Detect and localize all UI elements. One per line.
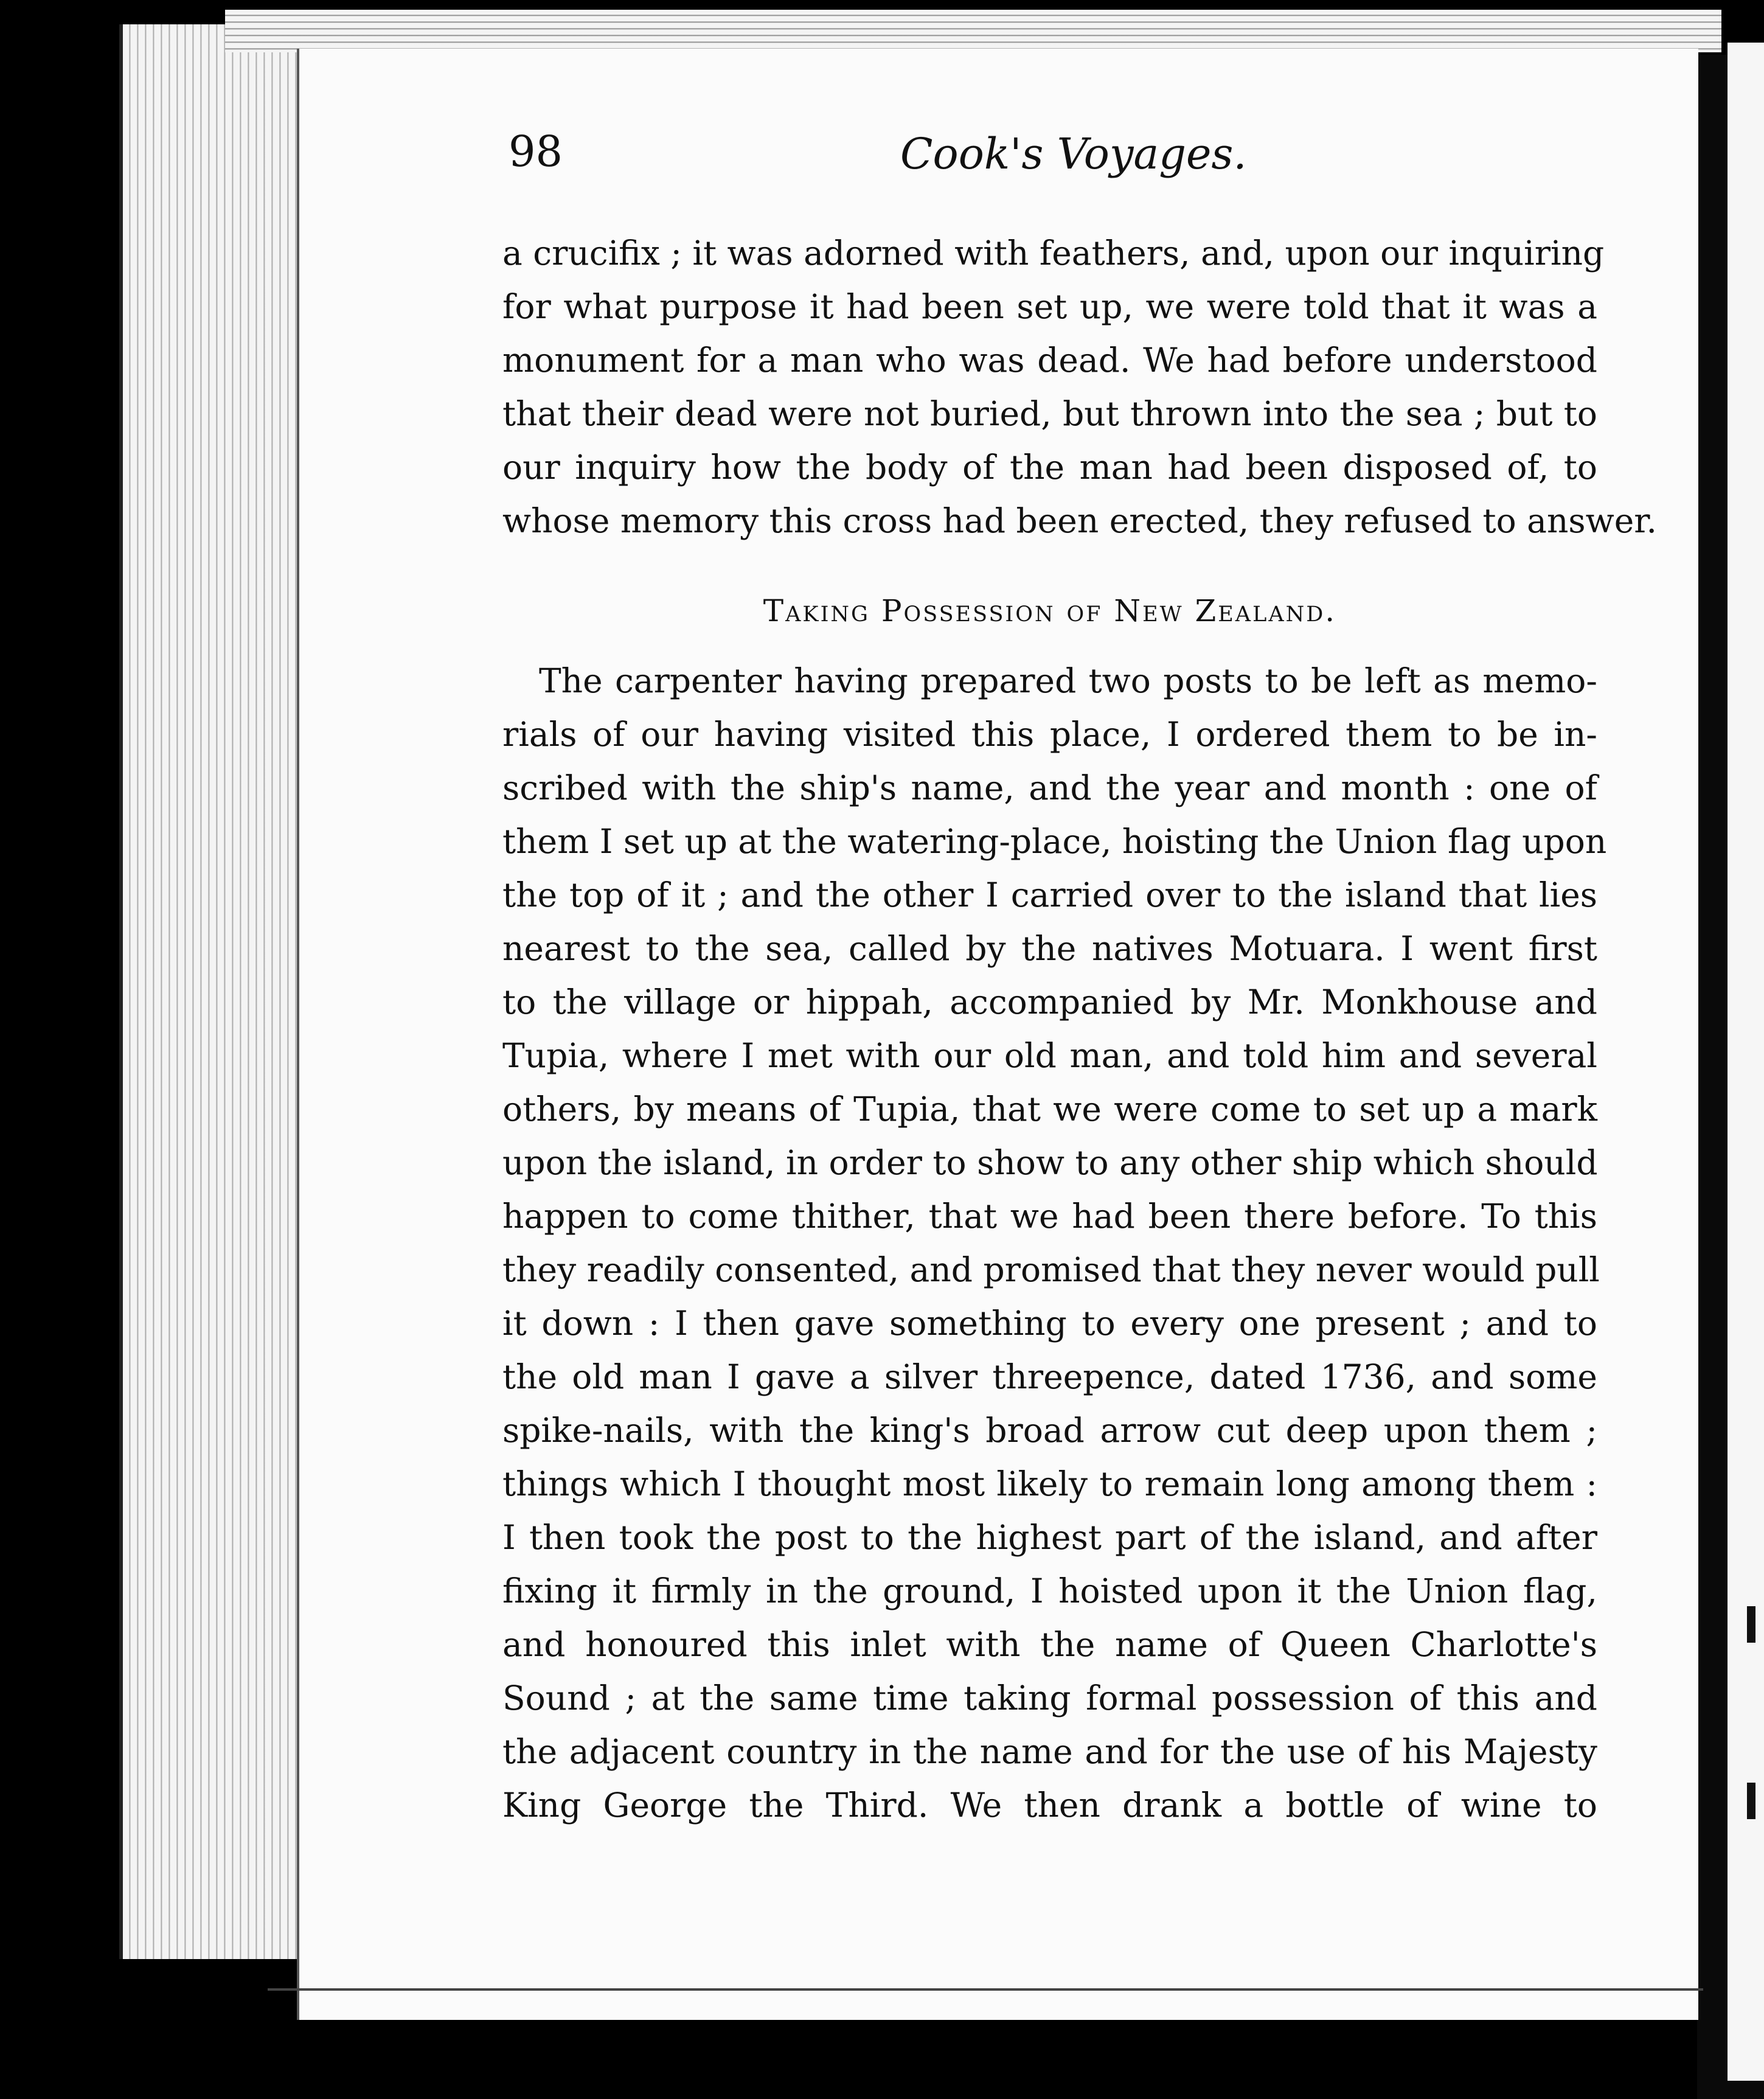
page-number: 98 [509,127,563,176]
text-line: and honoured this inlet with the name of Queen Charlotte's [502,1625,1597,1664]
text-line: The carpenter having prepared two posts to be left as memo- [539,661,1597,700]
page-edge-top [225,10,1721,52]
facing-page-mark [1747,1606,1755,1643]
text-line: the old man I gave a silver threepence, dated 1736, and some [502,1357,1597,1396]
text-line: the adjacent country in the name and for the use of his Majesty [502,1732,1597,1771]
continued-paragraph [502,226,1657,548]
text-line: to the village or hippah, accompanied by Mr. Monkhouse and [502,983,1597,1022]
text-line: it down : I then gave something to every one present ; and to [502,1304,1597,1343]
text-line: others, by means of Tupia, that we were come to set up a mark [502,1090,1597,1129]
text-line: fixing it firmly in the ground, I hoisted upon it the Union flag, [502,1572,1597,1610]
text-line: them I set up at the watering-place, hoisting the Union flag upon [502,822,1607,861]
text-line: rials of our having visited this place, I ordered them to be in- [502,715,1597,754]
facing-page-edge [1728,43,1764,2081]
section-heading: Taking Possession of New Zealand. [763,593,1337,628]
text-line: they readily consented, and promised that they never would pull [502,1250,1600,1289]
text-line: upon the island, in order to show to any other ship which should [502,1143,1598,1182]
text-line: nearest to the sea, called by the natives Motuara. I went first [502,929,1597,968]
text-line: a crucifix ; it was adorned with feathers, and, upon our inquiring [502,234,1605,273]
text-line: whose memory this cross had been erected, they refused to answer. [502,501,1657,540]
text-line: monument for a man who was dead. We had before understood [502,341,1597,380]
text-line: Tupia, where I met with our old man, and told him and several [502,1036,1597,1075]
page-bottom-edge [268,1988,1703,1991]
text-line: King George the Third. We then drank a bottle of wine to [502,1786,1597,1825]
text-line: happen to come thither, that we had been there before. To this [502,1197,1597,1236]
running-title: Cook's Voyages. [900,129,1247,179]
text-line: things which I thought most likely to remain long among them : [502,1464,1597,1503]
facing-page-mark [1747,1783,1755,1819]
text-line: the top of it ; and the other I carried over to the island that lies [502,875,1597,914]
text-line: that their dead were not buried, but thrown into the sea ; but to [502,394,1597,433]
text-line: our inquiry how the body of the man had been disposed of, to [502,448,1597,487]
text-line: for what purpose it had been set up, we were told that it was a [502,287,1597,326]
text-line: I then took the post to the highest part of the island, and after [502,1518,1597,1557]
text-line: Sound ; at the same time taking formal possession of this and [502,1679,1597,1718]
page-edge-stack [119,24,305,1959]
text-line: scribed with the ship's name, and the year and month : one of [502,768,1597,807]
main-paragraph [502,654,1607,1832]
text-line: spike-nails, with the king's broad arrow cut deep upon them ; [502,1411,1597,1450]
